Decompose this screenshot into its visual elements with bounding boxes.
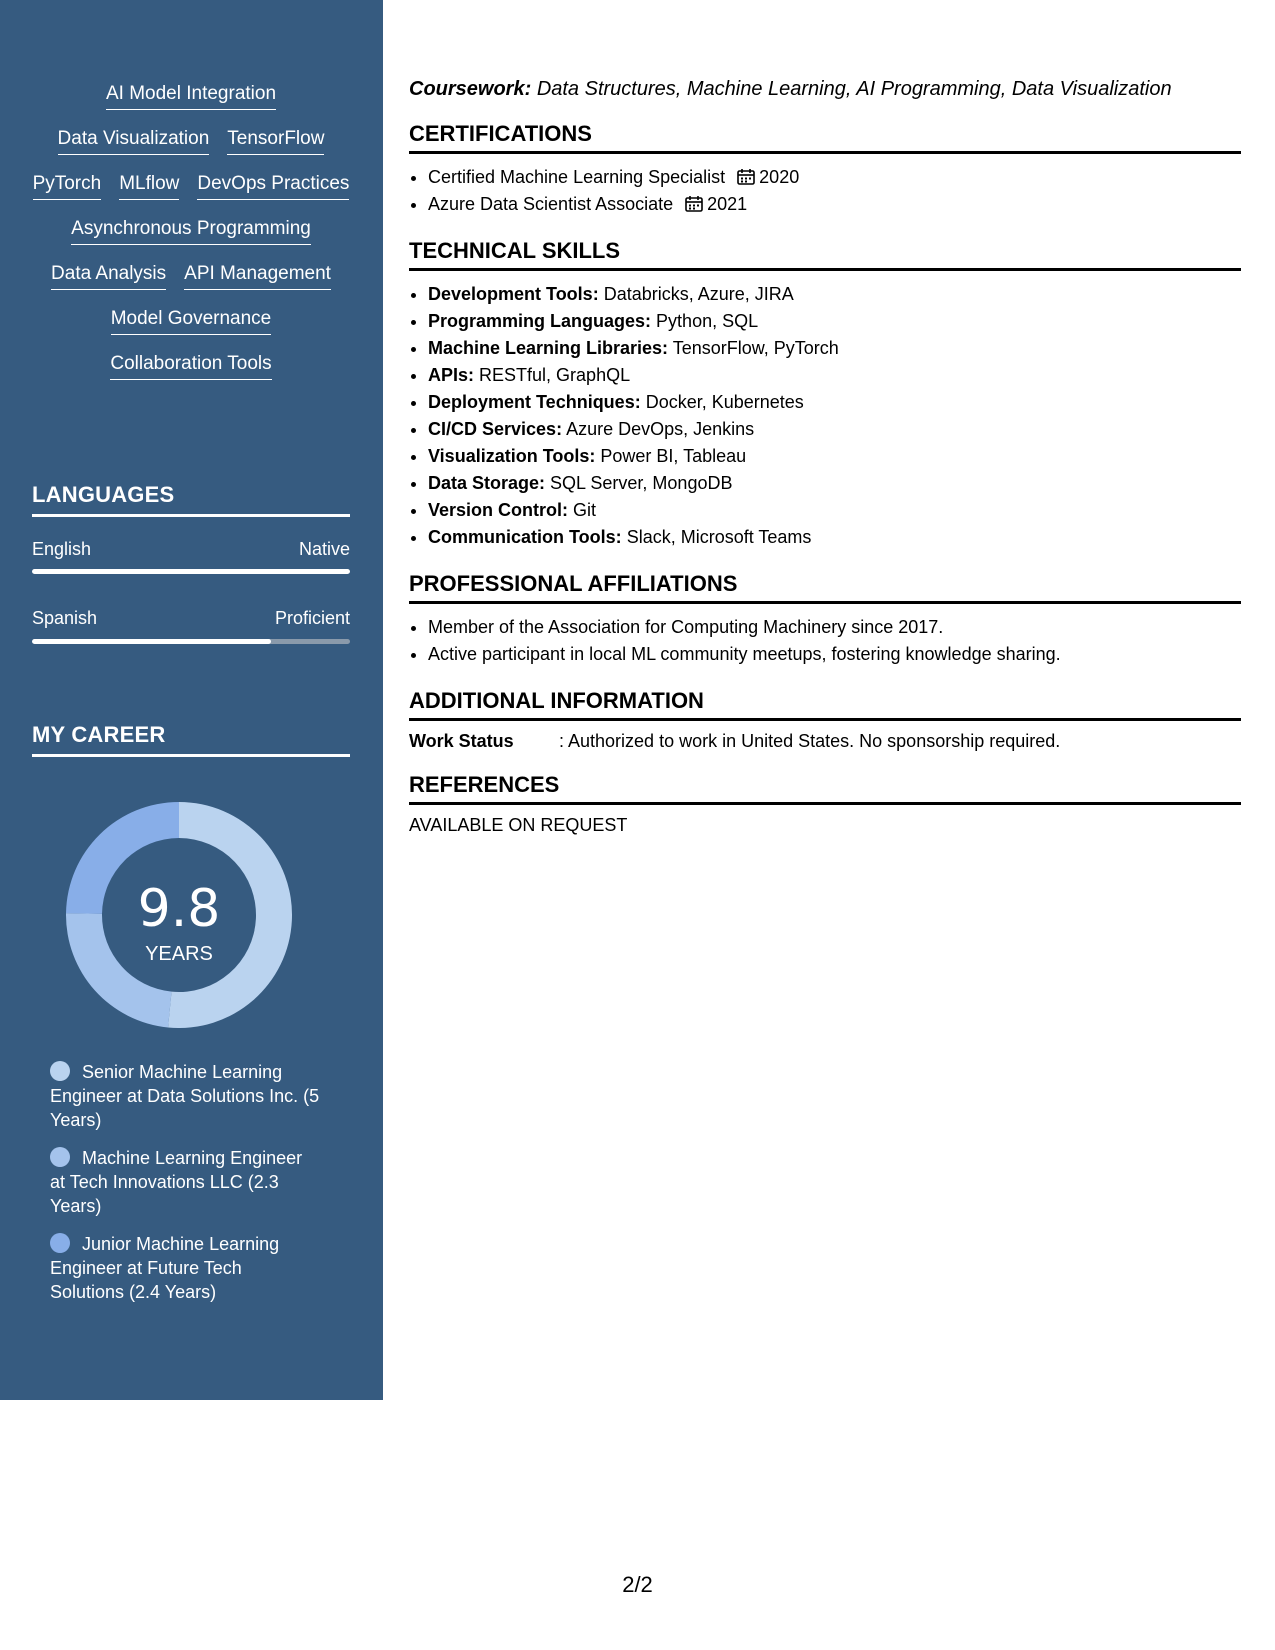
- skill-label: Development Tools:: [428, 284, 599, 304]
- career-donut-chart: [66, 802, 292, 1028]
- main-content: [409, 78, 1241, 836]
- skill-tag[interactable]: Asynchronous Programming: [71, 218, 311, 245]
- skill-item: [428, 524, 1241, 551]
- language-bar-fill: [32, 639, 271, 644]
- skill-item: [428, 308, 1241, 335]
- skill-value: Databricks, Azure, JIRA: [603, 284, 794, 304]
- language-name: English: [32, 539, 92, 559]
- calendar-icon: [685, 196, 703, 212]
- career-total: 9.8: [137, 879, 221, 939]
- career-item: [50, 1146, 320, 1218]
- sidebar: [0, 0, 383, 1400]
- certifications-heading: CERTIFICATIONS: [409, 121, 1241, 154]
- skill-item: [428, 416, 1241, 443]
- language-bar-fill: [32, 569, 350, 574]
- page-number: 2/2: [622, 1572, 653, 1597]
- skill-value: Power BI, Tableau: [600, 446, 747, 466]
- skill-item: [428, 470, 1241, 497]
- technical-skills-heading: TECHNICAL SKILLS: [409, 238, 1241, 271]
- skill-label: Version Control:: [428, 500, 569, 520]
- language-row: [32, 539, 350, 560]
- career-list: [50, 1060, 320, 1318]
- technical-skills-list: [409, 281, 1241, 551]
- skill-label: Programming Languages:: [428, 311, 652, 331]
- career-item-text: Machine Learning Engineer at Tech Innovations LLC (2.3 Years): [50, 1148, 303, 1216]
- skill-value: Python, SQL: [656, 311, 759, 331]
- skill-value: RESTful, GraphQL: [479, 365, 631, 385]
- skill-value: Azure DevOps, Jenkins: [566, 419, 755, 439]
- language-row: [32, 608, 350, 629]
- certification-year: 2020: [759, 167, 800, 187]
- calendar-icon: [737, 169, 755, 185]
- career-item: [50, 1232, 320, 1304]
- skill-label: Communication Tools:: [428, 527, 622, 547]
- work-status-row: [409, 731, 1241, 752]
- skill-tag[interactable]: PyTorch: [33, 173, 102, 200]
- references-heading: REFERENCES: [409, 772, 1241, 805]
- skill-value: Git: [573, 500, 597, 520]
- certification-name: Certified Machine Learning Specialist: [428, 167, 726, 187]
- skill-label: Deployment Techniques:: [428, 392, 641, 412]
- skill-tag[interactable]: Data Visualization: [58, 128, 210, 155]
- skill-tag[interactable]: Model Governance: [111, 308, 272, 335]
- skill-value: TensorFlow, PyTorch: [672, 338, 839, 358]
- affiliation-item: • Member of the Association for Computing Machinery since 2017.: [428, 614, 1241, 641]
- career-unit: YEARS: [145, 943, 213, 965]
- additional-info-heading: ADDITIONAL INFORMATION: [409, 688, 1241, 721]
- skill-item: [428, 389, 1241, 416]
- coursework: [409, 78, 1241, 101]
- skill-item: [428, 362, 1241, 389]
- skill-tag[interactable]: Data Analysis: [51, 263, 166, 290]
- work-status-label: Work Status: [409, 731, 514, 751]
- certification-name: Azure Data Scientist Associate: [428, 194, 674, 214]
- coursework-text: Data Structures, Machine Learning, AI Programming, Data Visualization: [536, 78, 1172, 100]
- skill-item: [428, 335, 1241, 362]
- certification-item: [428, 164, 1241, 191]
- language-level: Proficient: [274, 608, 350, 628]
- skill-label: Machine Learning Libraries:: [428, 338, 669, 358]
- career-item-text: Senior Machine Learning Engineer at Data Solutions Inc. (5 Years): [50, 1062, 320, 1130]
- work-status-value: : Authorized to work in United States. No sponsorship required.: [559, 731, 1061, 751]
- skill-value: SQL Server, MongoDB: [550, 473, 733, 493]
- skill-tag[interactable]: DevOps Practices: [197, 173, 349, 200]
- affiliations-heading: PROFESSIONAL AFFILIATIONS: [409, 571, 1241, 604]
- skill-tags: [32, 83, 350, 380]
- career-heading: MY CAREER: [32, 722, 350, 757]
- skill-tag[interactable]: AI Model Integration: [106, 83, 276, 110]
- skill-tag[interactable]: API Management: [184, 263, 331, 290]
- language-bar: [32, 569, 350, 574]
- skill-label: CI/CD Services:: [428, 419, 563, 439]
- career-item: [50, 1060, 320, 1132]
- skill-item: [428, 497, 1241, 524]
- languages-heading: LANGUAGES: [32, 482, 350, 517]
- references-text: AVAILABLE ON REQUEST: [409, 815, 628, 835]
- skill-tag[interactable]: Collaboration Tools: [110, 353, 271, 380]
- skill-item: [428, 443, 1241, 470]
- language-name: Spanish: [32, 608, 98, 628]
- career-dot-icon: [50, 1061, 70, 1081]
- certification-year: 2021: [707, 194, 748, 214]
- career-dot-icon: [50, 1147, 70, 1167]
- skill-tag[interactable]: TensorFlow: [227, 128, 324, 155]
- skill-value: Docker, Kubernetes: [645, 392, 804, 412]
- affiliation-item: • Active participant in local ML community meetups, fostering knowledge sharing.: [428, 641, 1241, 668]
- language-bar: [32, 639, 350, 644]
- skill-label: Data Storage:: [428, 473, 546, 493]
- affiliations-list: [409, 614, 1241, 668]
- career-item-text: Junior Machine Learning Engineer at Future Tech Solutions (2.4 Years): [50, 1234, 280, 1302]
- skill-label: Visualization Tools:: [428, 446, 596, 466]
- certifications-list: [409, 164, 1241, 218]
- language-level: Native: [298, 539, 350, 559]
- skill-value: Slack, Microsoft Teams: [626, 527, 812, 547]
- skill-tag[interactable]: MLflow: [119, 173, 179, 200]
- career-dot-icon: [50, 1233, 70, 1253]
- certification-item: [428, 191, 1241, 218]
- skill-label: APIs:: [428, 365, 475, 385]
- coursework-label: Coursework:: [409, 78, 532, 100]
- skill-item: [428, 281, 1241, 308]
